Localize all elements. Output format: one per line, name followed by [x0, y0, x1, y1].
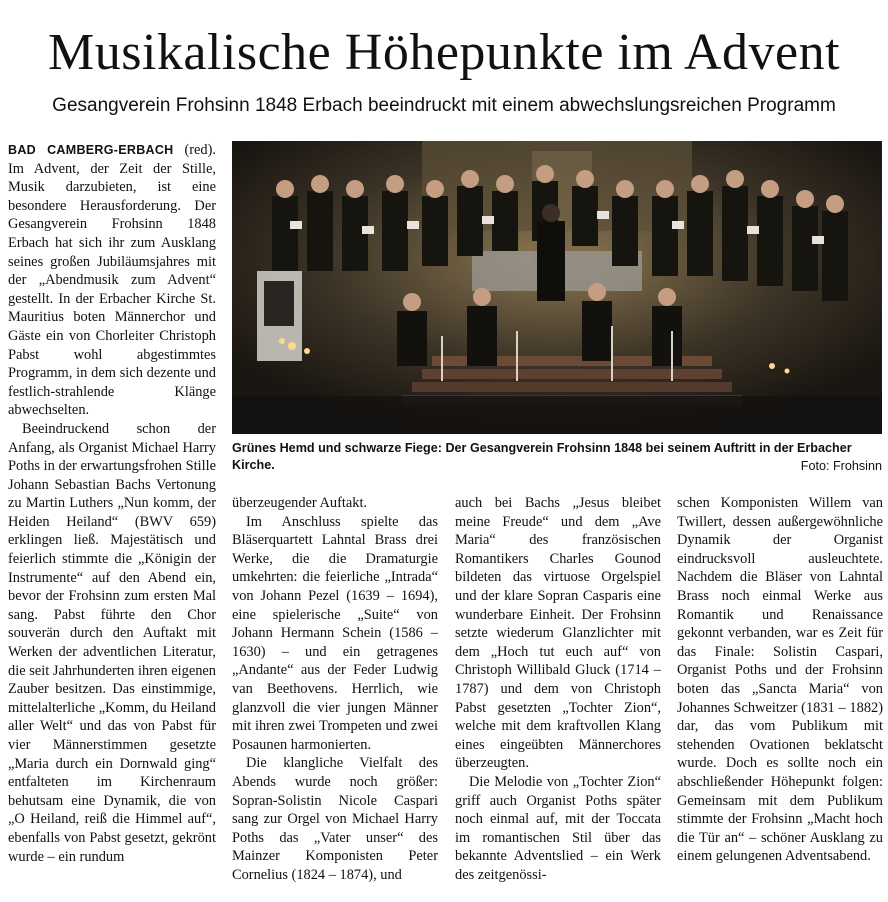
subheadline: Gesangverein Frohsinn 1848 Erbach beeindruckt mit einem abwechslungsreichen Programm: [52, 95, 836, 116]
article-paragraph: auch bei Bachs „Jesus bleibet meine Freude“ und dem „Ave Maria“ des französischen Romantikers Charles Gounod bildeten das virtuose Orgelspiel und der klare Sopran Casparis eine wunderbare Einheit. Der Frohsinn setzte wiederum Glanzlichter mit dem „Hoch tut euch auf“ von Christoph Willibald Gluck (1714 – 1787) und dem von Christoph Pabst gesetzten „Tochter Zion“, welche mit dem kraftvollen Klang eines eingeübten Männerchores überzeugten.: [455, 495, 661, 772]
dateline-suffix: (red).: [173, 142, 217, 158]
article-paragraph: überzeugender Auftakt.: [232, 495, 368, 511]
article-column-4: [677, 494, 883, 866]
article-paragraph: [8, 141, 216, 420]
dateline: BAD CAMBERG-ERBACH: [8, 143, 174, 157]
article-column-3: [455, 494, 661, 884]
article-paragraph: Die Melodie von „Tochter Zion“ griff auch Organist Poths später noch einmal auf, mit der Toccata im romantischen Stil über das bekannte Adventslied – ein Werk des zeitgenössi-: [455, 773, 661, 883]
article-paragraph: Beeindruckend schon der Anfang, als Organist Michael Harry Poths in der erwartungsfrohen Stille Johann Sebastian Bachs Vertonung zu Martin Luthers „Nun komm, der Heiden Heiland“ (BWV 659) erklingen ließ. Majestätisch und feierlich stimmte die „Königin der Instrumente“ auf den Abend ein, bevor der Frohsinn zum ersten Mal sang. Pabst führte den Chor souverän durch den Auftakt mit Werken der adventlichen Literatur, die seit Jahrhunderten ihren eigenen Zauber besitzen. Das einstimmige, mittelalterliche „Komm, du Heiland aller Welt“ und das von Pabst für vier Männerstimmen gesetzte „Maria durch ein Dornwald ging“ entfalteten im Kirchenraum behutsam eine Dynamik, die von „O Heiland, reiß die Himmel auf“, ebenfalls von Pabst gesetzt, gekrönt wurde – ein rundum: [8, 420, 216, 865]
article-paragraph: Im Anschluss spielte das Bläserquartett Lahntal Brass drei Werke, die die Dramaturgie umkehrten: die feierliche „Intrada“ von Johann Pezel (1639 – 1694), eine spielerische „Suite“ von Johann Hermann Schein (1586 – 1630) – und ein getragenes „Andante“ aus der Feder Ludwig van Beethovens. Herrlich, wie glanzvoll die vier jungen Männer mit ihren zwei Trompeten und zwei Posaunen harmonierten.: [232, 513, 438, 753]
headline: Musikalische Höhepunkte im Advent: [47, 24, 841, 81]
photo-caption: Grünes Hemd und schwarze Fiege: Der Gesangverein Frohsinn 1848 bei seinem Auftritt in der Erbacher Kirche.: [232, 441, 852, 472]
article-paragraph: schen Komponisten Willem van Twillert, dessen außergewöhnliche Dynamik der Organist eindrucksvoll ausleuchtete. Nachdem die Bläser von Lahntal Brass noch einmal Werke aus Romantik und Renaissance gekonnt verbanden, war es Zeit für das Finale: Solistin Caspari, Organist Poths und der Frohsinn boten das „Sancta Maria“ von Johannes Schweitzer (1831 – 1882) dar, das vom Publikum mit stehenden Ovationen beklatscht wurde. Doch es sollte noch ein abschließender Höhepunkt folgen: Gemeinsam mit dem Publikum stimmte der Frohsinn „Macht hoch die Tür an“ – schöner Ausklang zu einem gelungenen Adventsabend.: [677, 495, 883, 865]
article-paragraph: Die klangliche Vielfalt des Abends wurde noch größer: Sopran-Solistin Nicole Caspari sang zur Orgel von Michael Harry Poths das „Vater unser“ des Mainzer Komponisten Peter Cornelius (1824 – 1874), und: [232, 755, 438, 883]
article-column-1: [8, 141, 216, 866]
photo-credit: Foto: Frohsinn: [800, 459, 882, 473]
paragraph-text: Im Advent, der Zeit der Stille, Musik darzubieten, ist eine besondere Herausforderung. Der Gesangverein Frohsinn 1848 Erbach hat sich ihr zum Ausklang seines großen Jubiläumsjahres mit der „Abendmusik zum Advent“ gestellt. In der Erbacher Kirche St. Mauritius boten Männerchor und Gäste ein von Chorleiter Christoph Pabst wohl abgestimmtes Programm, in dem sich dezente und festlich-strahlende Klänge abwechselten.: [8, 160, 216, 419]
choir-photo: [232, 141, 882, 434]
article-column-2: [232, 494, 438, 884]
